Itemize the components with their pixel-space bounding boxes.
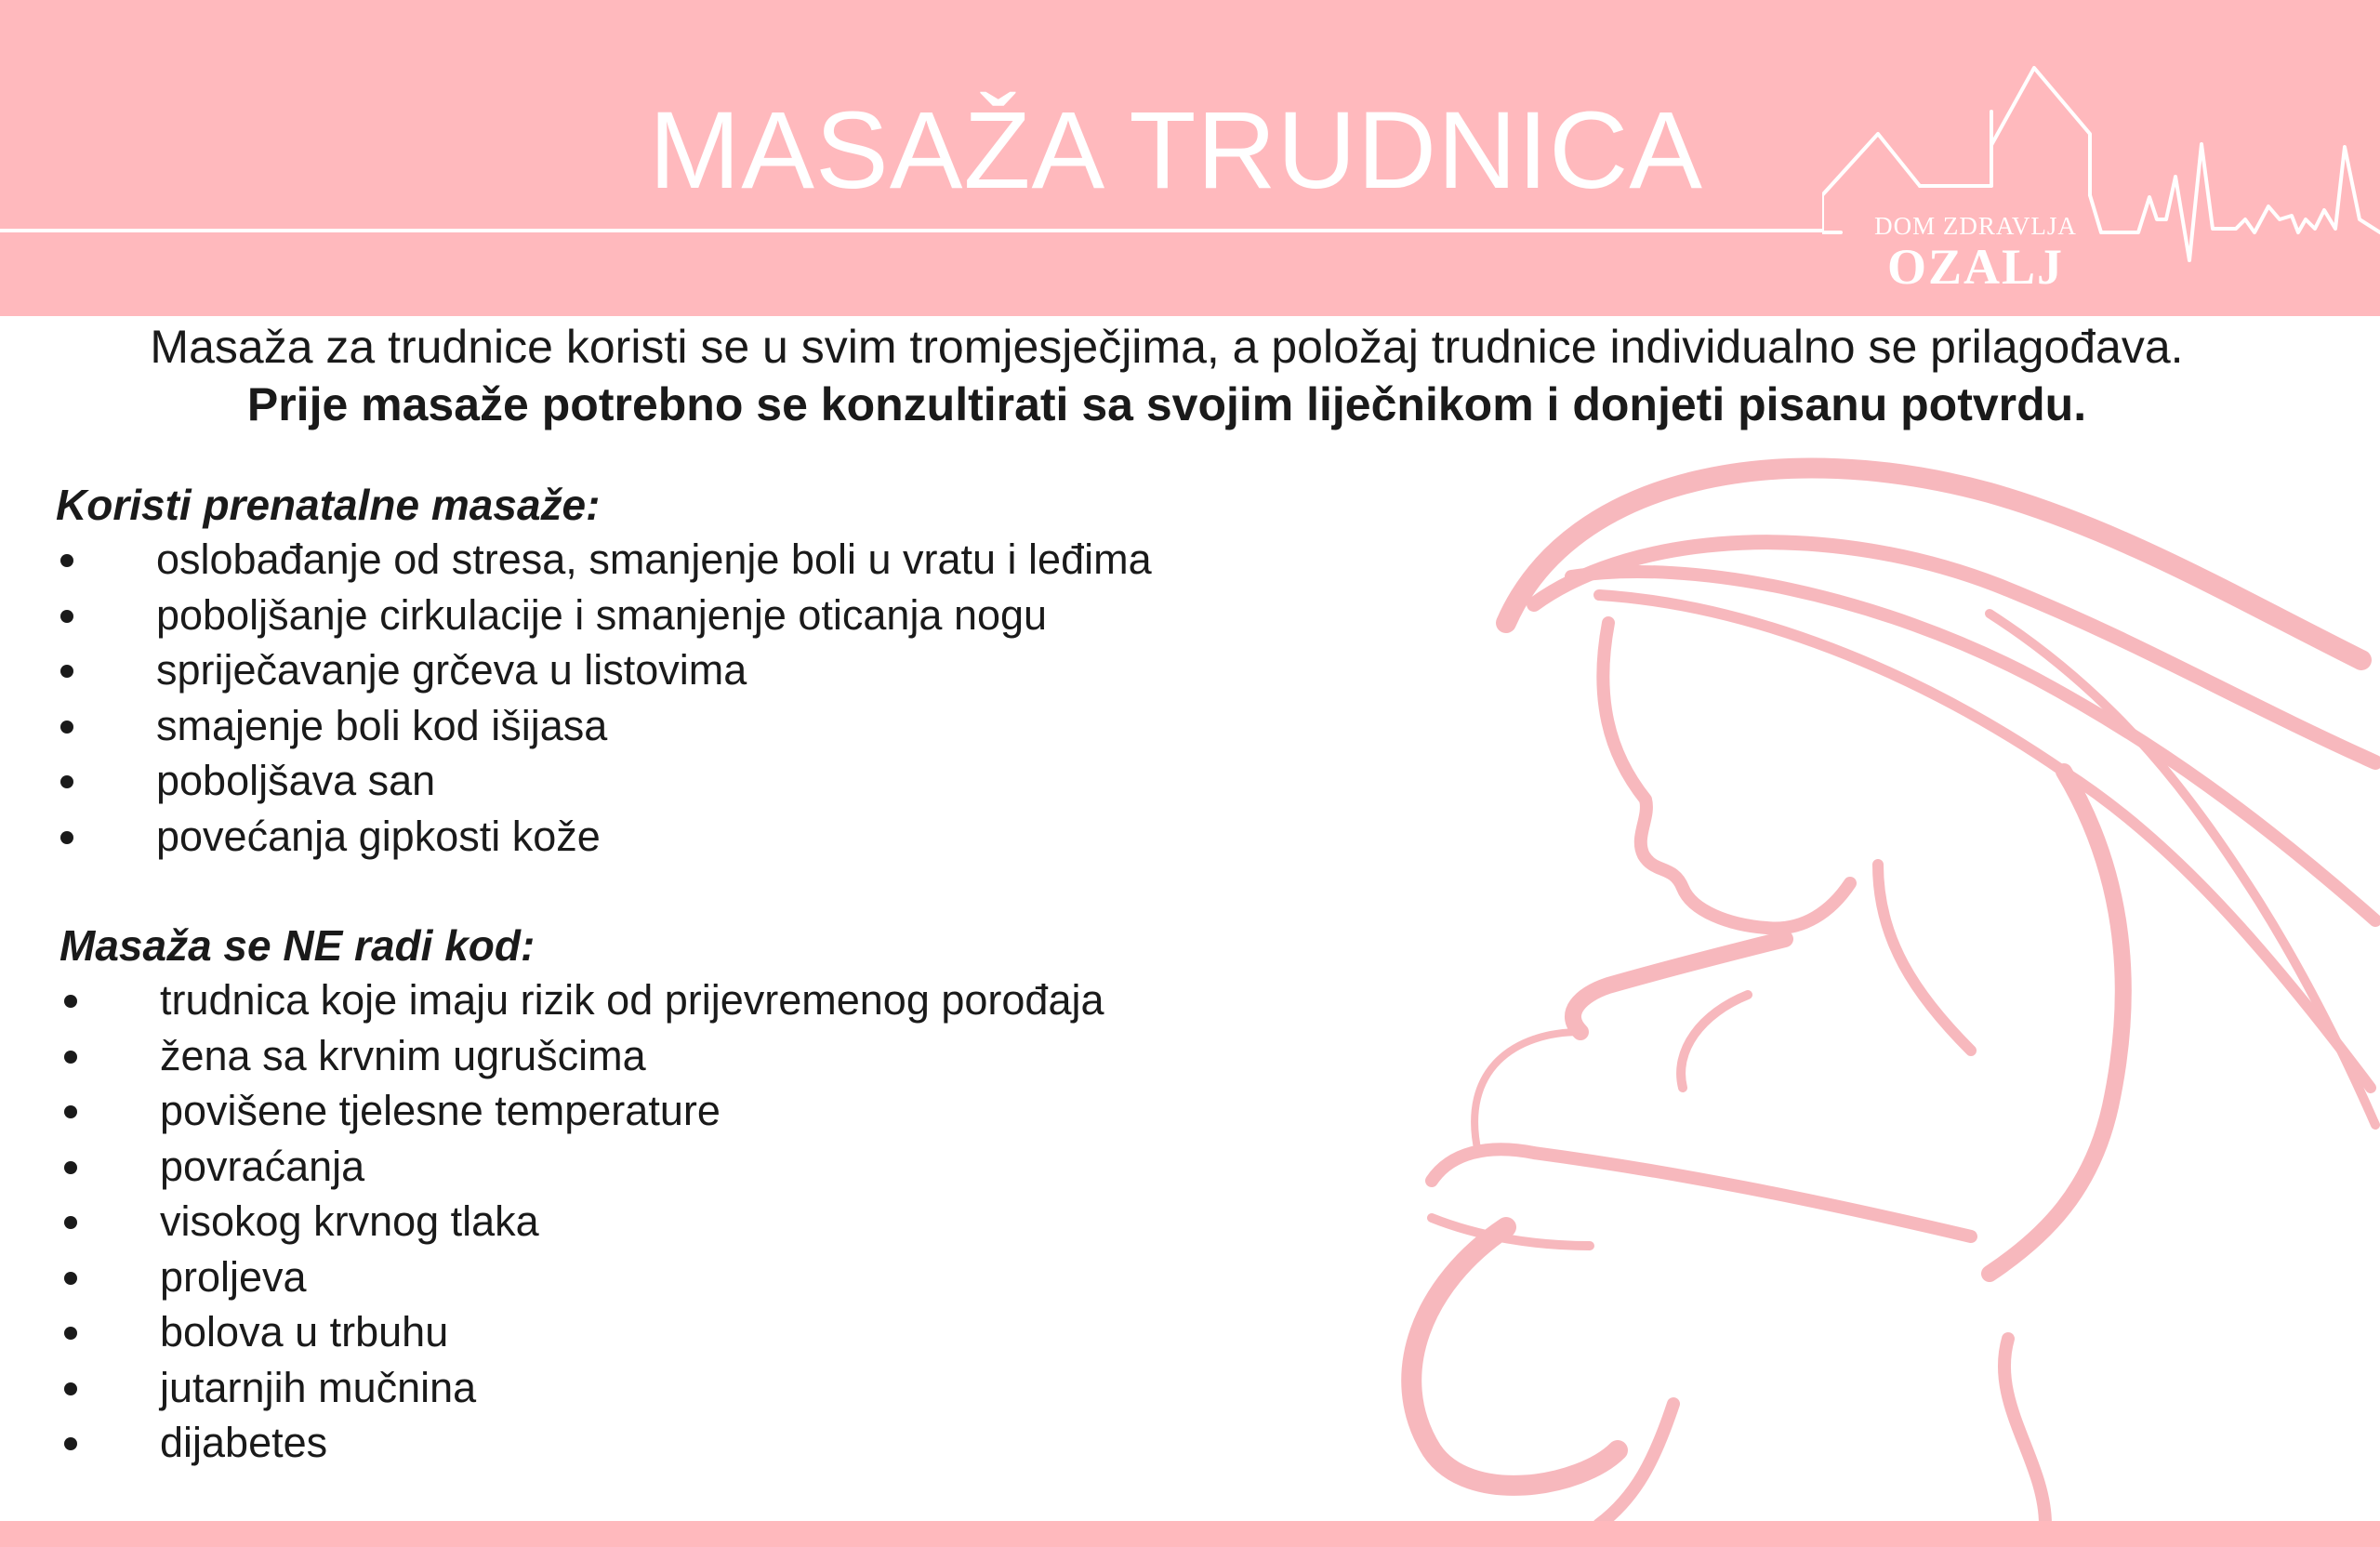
list-item: povišene tjelesne temperature: [60, 1083, 1454, 1139]
benefits-list: [56, 532, 1450, 864]
list-item: proljeva: [60, 1250, 1454, 1305]
contraindications-heading: Masaža se NE radi kod:: [60, 921, 536, 970]
list-item: jutarnjih mučnina: [60, 1360, 1454, 1416]
list-item: dijabetes: [60, 1415, 1454, 1471]
list-item: oslobađanje od stresa, smanjenje boli u vratu i leđima: [56, 532, 1450, 588]
bullet-icon: [64, 1161, 77, 1174]
bullet-icon: [64, 1437, 77, 1450]
bullet-icon: [64, 1216, 77, 1229]
bullet-icon: [60, 721, 73, 734]
bullet-icon: [60, 775, 73, 788]
page-title: MASAŽA TRUDNICA: [649, 89, 1703, 212]
list-item: žena sa krvnim ugrušcima: [60, 1028, 1454, 1084]
benefits-heading: Koristi prenatalne masaže:: [56, 481, 601, 529]
bullet-icon: [60, 831, 73, 844]
bullet-icon: [60, 610, 73, 623]
footer-bar: [0, 1521, 2380, 1547]
intro-line-1: Masaža za trudnice koristi se u svim tromjesječjima, a položaj trudnice individualno se prilagođava.: [150, 321, 2184, 373]
bullet-icon: [64, 995, 77, 1008]
bullet-icon: [60, 554, 73, 567]
bullet-icon: [64, 1382, 77, 1395]
bullet-icon: [64, 1327, 77, 1340]
list-item: povraćanja: [60, 1139, 1454, 1195]
contraindications-section: [60, 919, 1454, 1471]
bullet-icon: [64, 1272, 77, 1285]
logo-subtitle: DOM ZDRAVLJA: [1874, 212, 2077, 240]
list-item: poboljšanje cirkulacije i smanjenje oticanja nogu: [56, 588, 1450, 643]
bullet-icon: [64, 1051, 77, 1064]
logo-name: OZALJ: [1886, 239, 2065, 295]
benefits-section: [56, 478, 1450, 864]
header-banner: [0, 0, 2380, 316]
intro-line-2: Prije masaže potrebno se konzultirati sa svojim liječnikom i donjeti pisanu potvrdu.: [246, 378, 2087, 430]
header-divider-line: [0, 229, 1822, 232]
list-item: spriječavanje grčeva u listovima: [56, 642, 1450, 698]
pregnant-woman-silhouette-icon: [1395, 418, 2380, 1525]
bullet-icon: [60, 665, 73, 678]
list-item: povećanja gipkosti kože: [56, 809, 1450, 865]
bullet-icon: [64, 1105, 77, 1118]
list-item: poboljšava san: [56, 753, 1450, 809]
list-item: bolova u trbuhu: [60, 1304, 1454, 1360]
intro-text: [0, 318, 2334, 433]
list-item: visokog krvnog tlaka: [60, 1194, 1454, 1250]
contraindications-list: [60, 972, 1454, 1471]
list-item: smajenje boli kod išijasa: [56, 698, 1450, 754]
list-item: trudnica koje imaju rizik od prijevremenog porođaja: [60, 972, 1454, 1028]
